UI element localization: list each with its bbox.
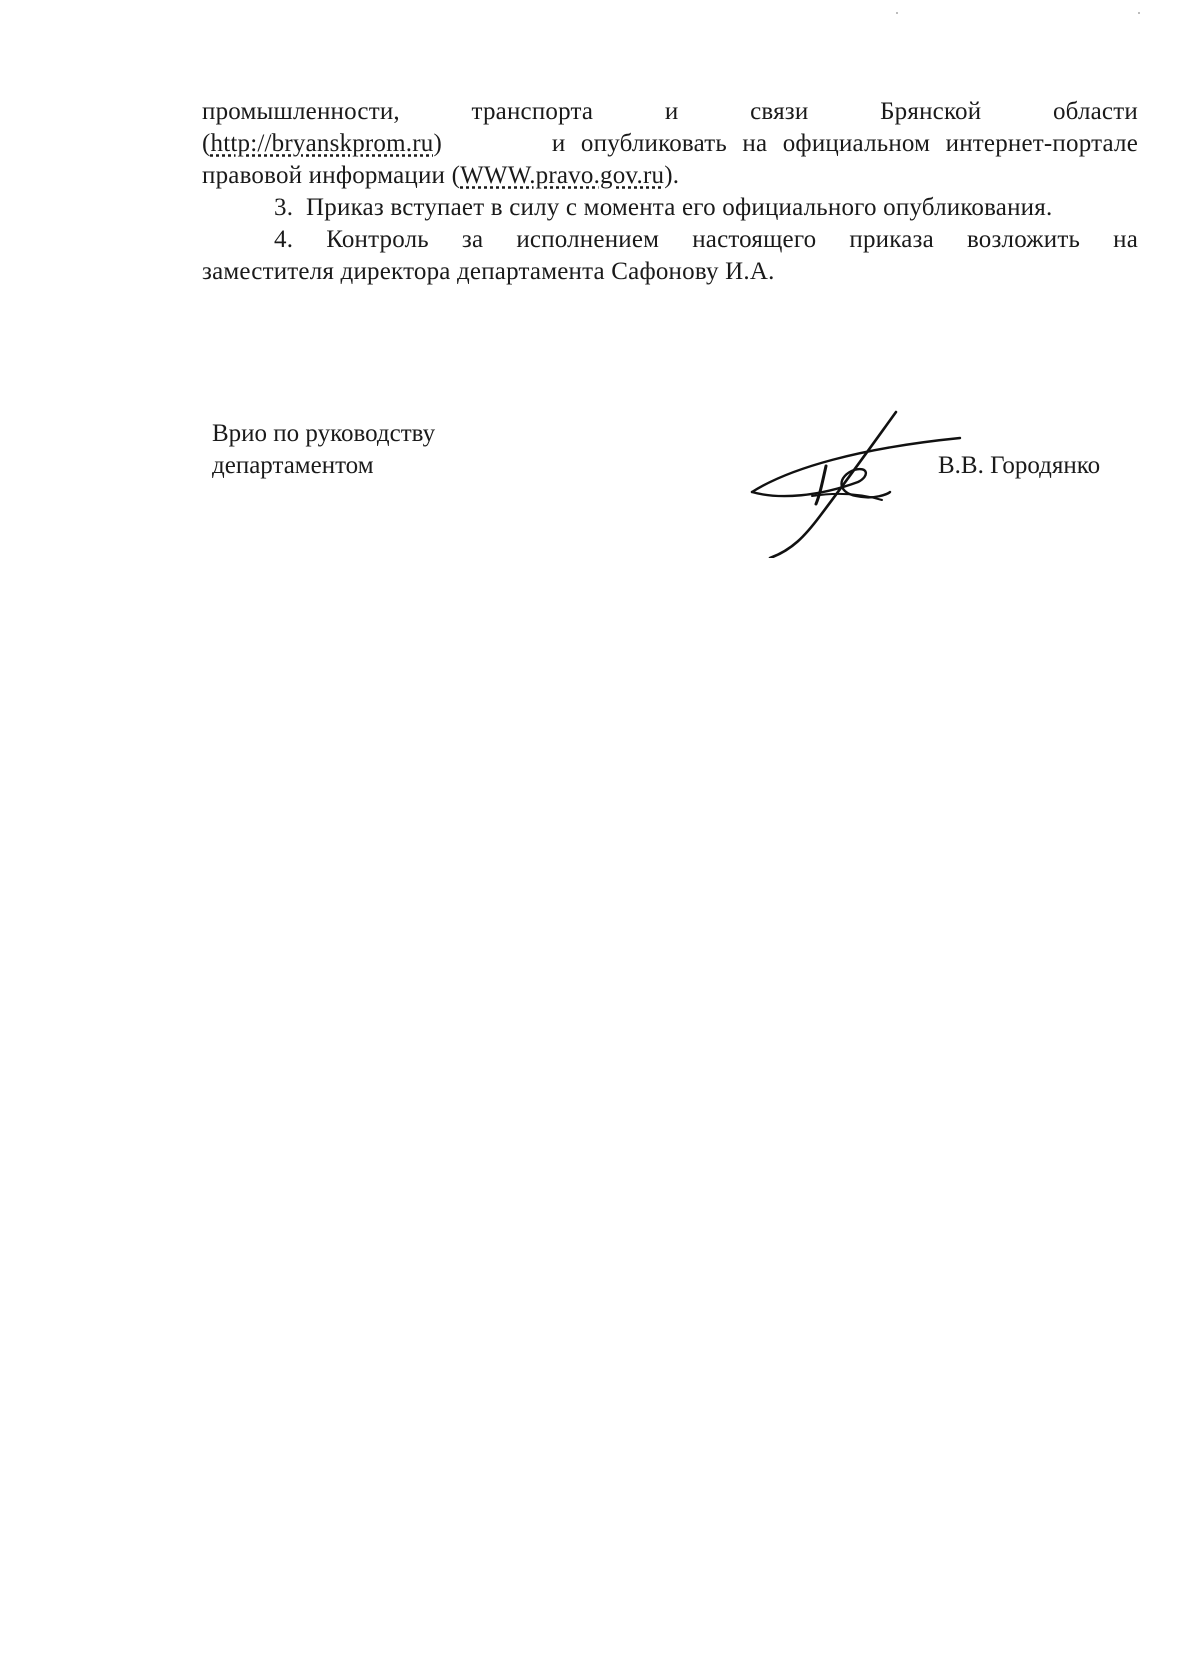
item-4-line-1: [202, 224, 1138, 256]
word: приказа: [849, 226, 934, 253]
scan-speck: [1138, 12, 1140, 14]
signature-stroke: [812, 494, 882, 500]
bryanskprom-link[interactable]: http://bryanskprom.ru: [210, 130, 434, 157]
word: связи: [750, 98, 809, 125]
word: настоящего: [692, 226, 817, 253]
signature-stroke: [770, 412, 896, 558]
word: Контроль: [326, 226, 429, 253]
scan-speck: [896, 12, 898, 14]
word: Брянской: [880, 98, 982, 125]
word: 4.: [274, 226, 294, 253]
signer-name: В.В. Городянко: [938, 452, 1101, 479]
item-4-line-2: заместителя директора департамента Сафонову И.А.: [202, 258, 775, 285]
word: транспорта: [471, 98, 594, 125]
paragraph-line-3-end: ).: [664, 162, 680, 189]
link-wrapper: (http://bryanskprom.ru): [202, 130, 442, 157]
word: возложить: [966, 226, 1081, 253]
paragraph-line-1: [202, 96, 1138, 128]
paragraph-line-2-text: и опубликовать на официальном интернет-портале: [551, 130, 1138, 157]
handwritten-signature: [750, 408, 970, 558]
word: за: [461, 226, 484, 253]
word: промышленности,: [202, 98, 400, 125]
word: на: [1113, 226, 1138, 253]
document-body: [202, 96, 1138, 288]
word: и: [664, 98, 679, 125]
paragraph-line-3: [202, 160, 1138, 192]
paragraph-line-2: [202, 128, 1138, 160]
signer-position: [212, 418, 435, 482]
paragraph-line-3-start: правовой информации (: [202, 162, 461, 189]
signer-position-line-2: департаментом: [212, 452, 374, 479]
word: исполнением: [516, 226, 660, 253]
word: области: [1052, 98, 1138, 125]
signature-stroke: [816, 466, 826, 504]
item-3: 3. Приказ вступает в силу с момента его официального опубликования.: [274, 194, 1053, 221]
pravo-gov-link[interactable]: WWW.pravo.gov.ru: [460, 162, 665, 189]
signer-position-line-1: Врио по руководству: [212, 420, 436, 447]
